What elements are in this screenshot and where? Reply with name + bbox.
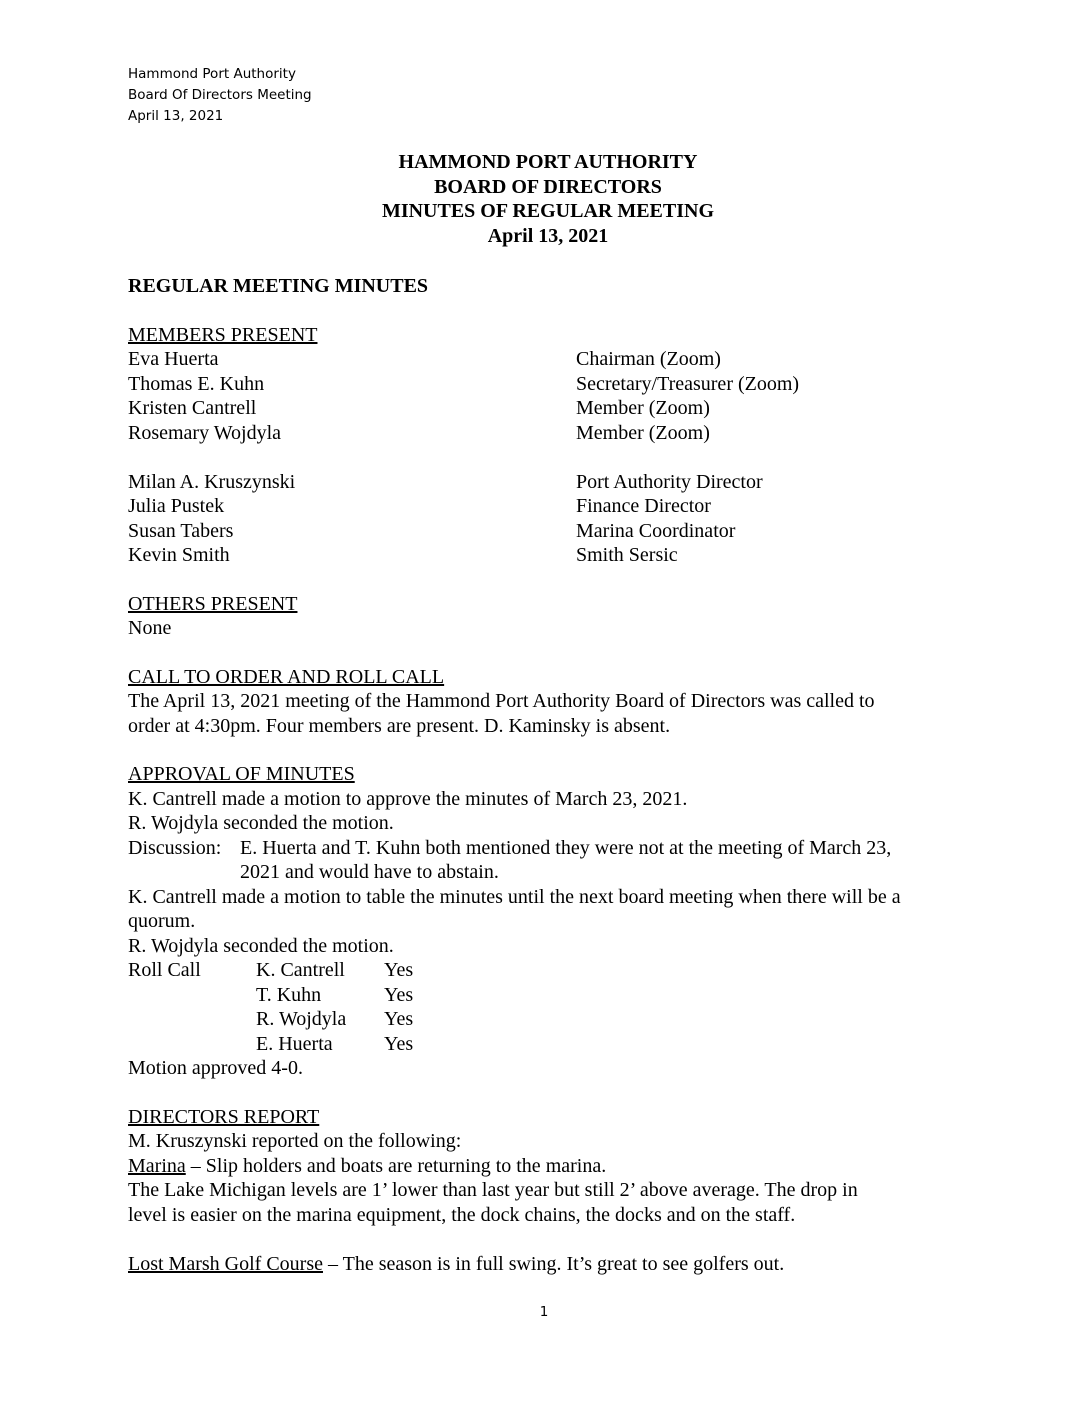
title-line-3: MINUTES OF REGULAR MEETING (381, 200, 715, 222)
staff-role: Smith Sersic (576, 544, 678, 566)
header-date: April 13, 2021 (128, 108, 224, 124)
member-role: Member (Zoom) (576, 397, 710, 419)
roll-name: T. Kuhn (256, 983, 322, 1006)
page-number: 1 (539, 1304, 549, 1320)
staff-role: Finance Director (576, 495, 711, 517)
roll-name: K. Cantrell (256, 959, 345, 981)
regular-meeting-heading: REGULAR MEETING MINUTES (128, 275, 429, 297)
approval-line-1: K. Cantrell made a motion to approve the minutes of March 23, 2021. (128, 787, 688, 810)
approval-line-2: R. Wojdyla seconded the motion. (128, 812, 394, 834)
member-name: Thomas E. Kuhn (128, 372, 265, 395)
marina-text: – Slip holders and boats are returning to the marina. (185, 1154, 607, 1177)
call-to-order-line-2: order at 4:30pm. Four members are present. D. Kaminsky is absent. (128, 714, 671, 737)
staff-name: Milan A. Kruszynski (128, 470, 296, 493)
title-line-4: April 13, 2021 (487, 224, 609, 247)
staff-row (128, 519, 968, 544)
roll-row (128, 958, 968, 983)
lake-line-2: level is easier on the marina equipment, the dock chains, the docks and on the staff. (128, 1203, 796, 1226)
roll-vote: Yes (384, 983, 414, 1006)
member-name: Eva Huerta (128, 348, 219, 370)
staff-role: Port Authority Director (576, 470, 763, 493)
lake-line-1: The Lake Michigan levels are 1’ lower than last year but still 2’ above average. The drop in (128, 1179, 858, 1201)
marina-line (128, 1154, 968, 1179)
running-header (128, 64, 312, 127)
members-list (128, 347, 968, 445)
roll-name: E. Huerta (256, 1032, 333, 1055)
title-line-2: BOARD OF DIRECTORS (434, 175, 662, 198)
discussion-label: Discussion: (128, 836, 222, 859)
staff-row (128, 543, 968, 568)
second-motion-line: R. Wojdyla seconded the motion. (128, 934, 394, 957)
staff-list (128, 470, 968, 568)
members-heading: MEMBERS PRESENT (128, 323, 318, 346)
roll-row (128, 1007, 968, 1032)
staff-name: Kevin Smith (128, 544, 230, 566)
member-role: Member (Zoom) (576, 421, 710, 444)
header-org: Hammond Port Authority (128, 66, 296, 82)
roll-name: R. Wojdyla (256, 1008, 347, 1030)
others-value: None (128, 617, 172, 639)
member-row (128, 421, 968, 446)
table-motion-line-2: quorum. (128, 910, 196, 932)
discussion-line-1: E. Huerta and T. Kuhn both mentioned they were not at the meeting of March 23, (240, 836, 892, 859)
member-role: Secretary/Treasurer (Zoom) (576, 372, 800, 395)
roll-row (128, 1032, 968, 1057)
member-row (128, 396, 968, 421)
roll-call-label: Roll Call (128, 959, 201, 981)
title-line-1: HAMMOND PORT AUTHORITY (398, 151, 698, 173)
golf-line (128, 1252, 968, 1277)
golf-text: – The season is in full swing. It’s great to see golfers out. (322, 1252, 785, 1275)
motion-result: Motion approved 4-0. (128, 1057, 303, 1079)
roll-vote: Yes (384, 1008, 414, 1030)
call-to-order-line-1: The April 13, 2021 meeting of the Hammond Port Authority Board of Directors was called to (128, 690, 875, 712)
document-body (128, 150, 968, 1276)
call-to-order-heading: CALL TO ORDER AND ROLL CALL (128, 665, 445, 688)
directors-report-heading: DIRECTORS REPORT (128, 1105, 320, 1128)
golf-label: Lost Marsh Golf Course (128, 1252, 323, 1275)
roll-call-table (128, 958, 968, 1056)
discussion-block (128, 836, 968, 885)
member-row (128, 372, 968, 397)
discussion-line-2: 2021 and would have to abstain. (240, 861, 499, 883)
member-role: Chairman (Zoom) (576, 348, 721, 370)
staff-row (128, 470, 968, 495)
staff-role: Marina Coordinator (576, 519, 736, 542)
roll-vote: Yes (384, 1032, 414, 1055)
table-motion-line-1: K. Cantrell made a motion to table the minutes until the next board meeting when there will be a (128, 885, 901, 908)
directors-intro: M. Kruszynski reported on the following: (128, 1130, 462, 1152)
staff-row (128, 494, 968, 519)
approval-heading: APPROVAL OF MINUTES (128, 763, 355, 785)
staff-name: Susan Tabers (128, 519, 234, 542)
roll-row (128, 983, 968, 1008)
staff-name: Julia Pustek (128, 495, 225, 517)
member-row (128, 347, 968, 372)
others-heading: OTHERS PRESENT (128, 592, 298, 615)
marina-label: Marina (128, 1154, 186, 1177)
member-name: Rosemary Wojdyla (128, 421, 281, 444)
member-name: Kristen Cantrell (128, 397, 257, 419)
discussion-text (240, 836, 891, 885)
document-title (128, 150, 968, 248)
header-meeting: Board Of Directors Meeting (128, 87, 312, 103)
roll-vote: Yes (384, 959, 414, 981)
